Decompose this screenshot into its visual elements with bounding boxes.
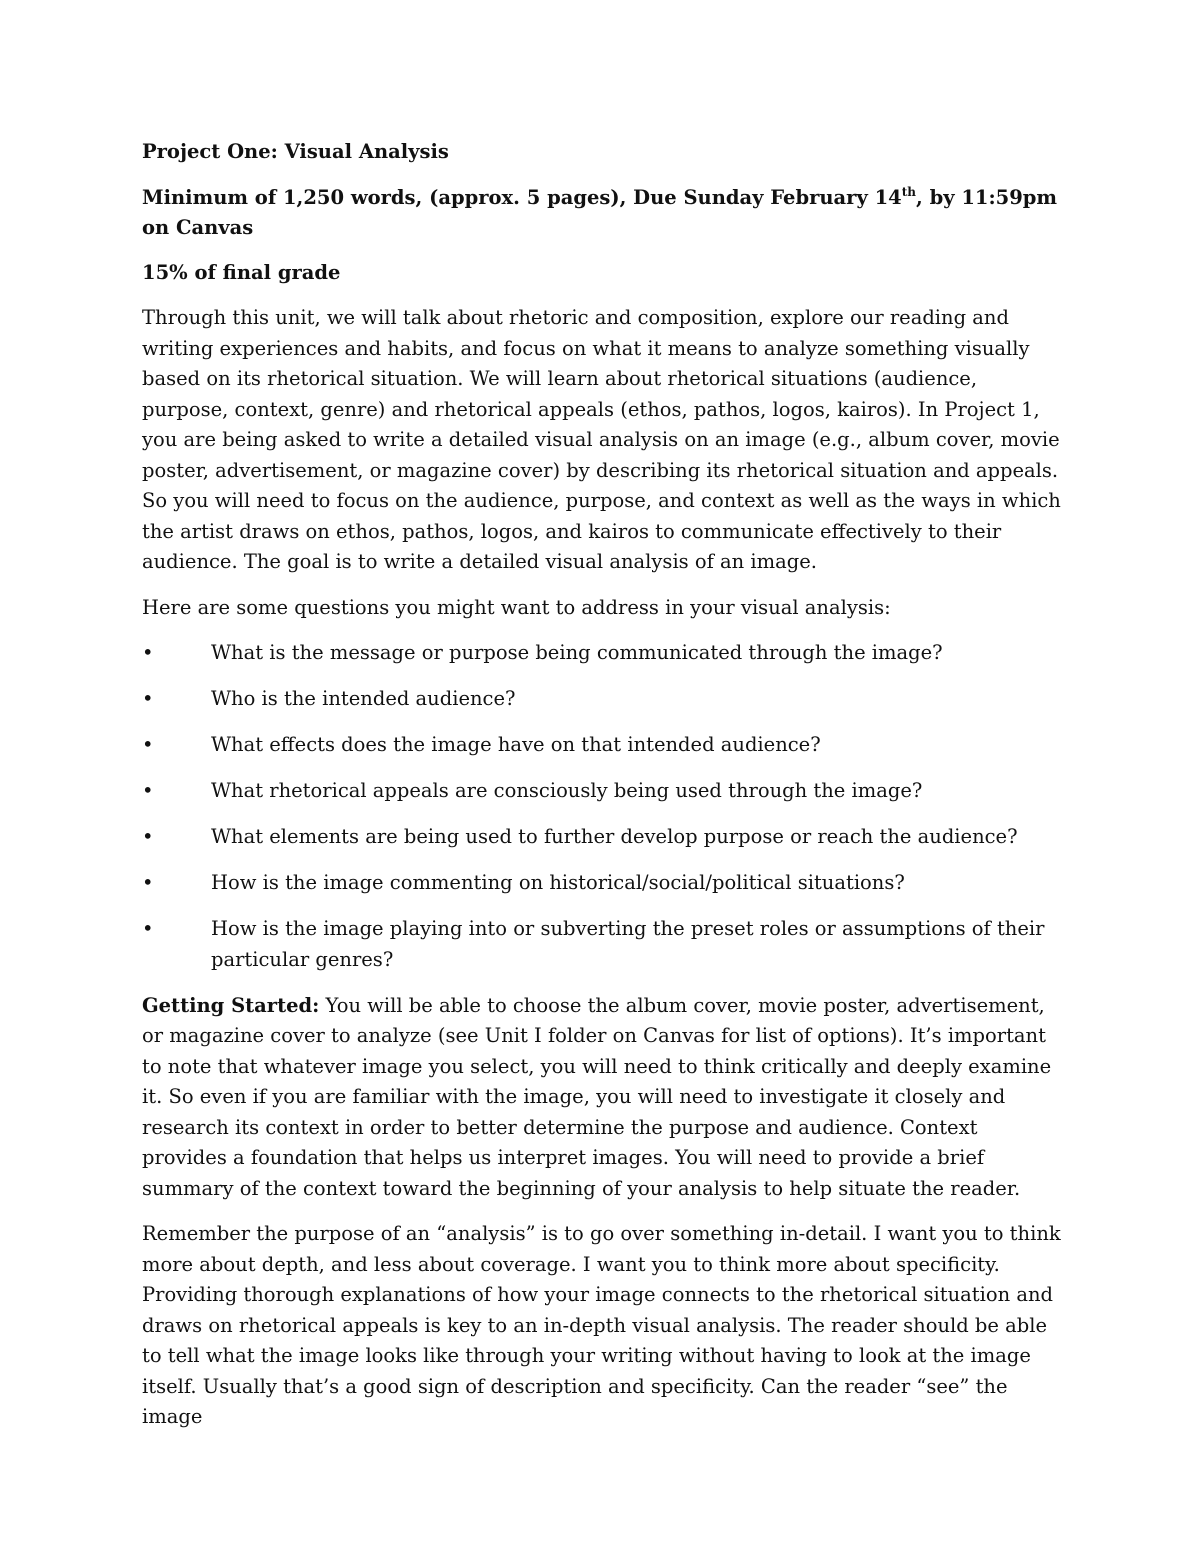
bullet-icon: • — [142, 779, 154, 802]
question-text: How is the image playing into or subverting the preset roles or assumptions of their particular genres? — [211, 917, 1045, 971]
question-text: What elements are being used to further develop purpose or reach the audience? — [211, 825, 1018, 848]
bullet-icon: • — [142, 825, 154, 848]
getting-started-paragraph — [142, 991, 1062, 1205]
question-text: What is the message or purpose being communicated through the image? — [211, 641, 943, 664]
list-item — [142, 868, 1062, 899]
list-item — [142, 684, 1062, 715]
bullet-icon: • — [142, 687, 154, 710]
bullet-icon: • — [142, 917, 154, 940]
question-text: How is the image commenting on historical/social/political situations? — [211, 871, 905, 894]
grade-weight: 15% of final grade — [142, 260, 341, 284]
document-title: Project One: Visual Analysis — [142, 140, 449, 163]
getting-started-label: Getting Started: — [142, 993, 320, 1017]
list-item — [142, 776, 1062, 807]
getting-started-text: You will be able to choose the album cover, movie poster, advertisement, or magazine cover to analyze (see Unit I folder on Canvas for list of options). It’s important to note that whatever image you select, you will need to think critically and deeply examine it. So even if you are familiar with the image, you will need to investigate it closely and research its context in order to better determine the purpose and audience. Context provides a foundation that helps us interpret images. You will need to provide a brief summary of the context toward the beginning of your analysis to help situate the reader. — [142, 993, 1052, 1200]
list-item — [142, 730, 1062, 761]
remember-paragraph: Remember the purpose of an “analysis” is to go over something in-detail. I want you to think more about depth, and less about coverage. I want you to think more about specificity. Providing thorough explanations of how your image connects to the rhetorical situation and draws on rhetorical appeals is key to an in-depth visual analysis. The reader should be able to tell what the image looks like through your writing without having to look at the image itself. Usually that’s a good sign of description and specificity. Can the reader “see” the image — [142, 1222, 1061, 1428]
list-item — [142, 822, 1062, 853]
requirements-text: Minimum of 1,250 words, (approx. 5 pages), Due Sunday February 14 — [142, 185, 902, 209]
bullet-icon: • — [142, 871, 154, 894]
question-text: Who is the intended audience? — [211, 687, 516, 710]
question-text: What rhetorical appeals are consciously being used through the image? — [211, 779, 923, 802]
question-text: What effects does the image have on that intended audience? — [211, 733, 821, 756]
requirements-text-end: , by 11:59pm on Canvas — [142, 185, 1058, 239]
bullet-icon: • — [142, 641, 154, 664]
bullet-icon: • — [142, 733, 154, 756]
questions-list — [142, 638, 1062, 975]
intro-paragraph: Through this unit, we will talk about rhetoric and composition, explore our reading and writing experiences and habits, and focus on what it means to analyze something visually based on its rhetorical situation. We will learn about rhetorical situations (audience, purpose, context, genre) and rhetorical appeals (ethos, pathos, logos, kairos). In Project 1, you are being asked to write a detailed visual analysis on an image (e.g., album cover, movie poster, advertisement, or magazine cover) by describing its rhetorical situation and appeals. So you will need to focus on the audience, purpose, and context as well as the ways in which the artist draws on ethos, pathos, logos, and kairos to communicate effectively to their audience. The goal is to write a detailed visual analysis of an image. — [142, 306, 1061, 573]
list-item — [142, 638, 1062, 669]
assignment-requirements — [142, 183, 1062, 244]
questions-intro: Here are some questions you might want to address in your visual analysis: — [142, 595, 891, 619]
document-page — [142, 137, 1062, 1448]
ordinal-suffix: th — [901, 184, 916, 199]
list-item — [142, 914, 1062, 975]
